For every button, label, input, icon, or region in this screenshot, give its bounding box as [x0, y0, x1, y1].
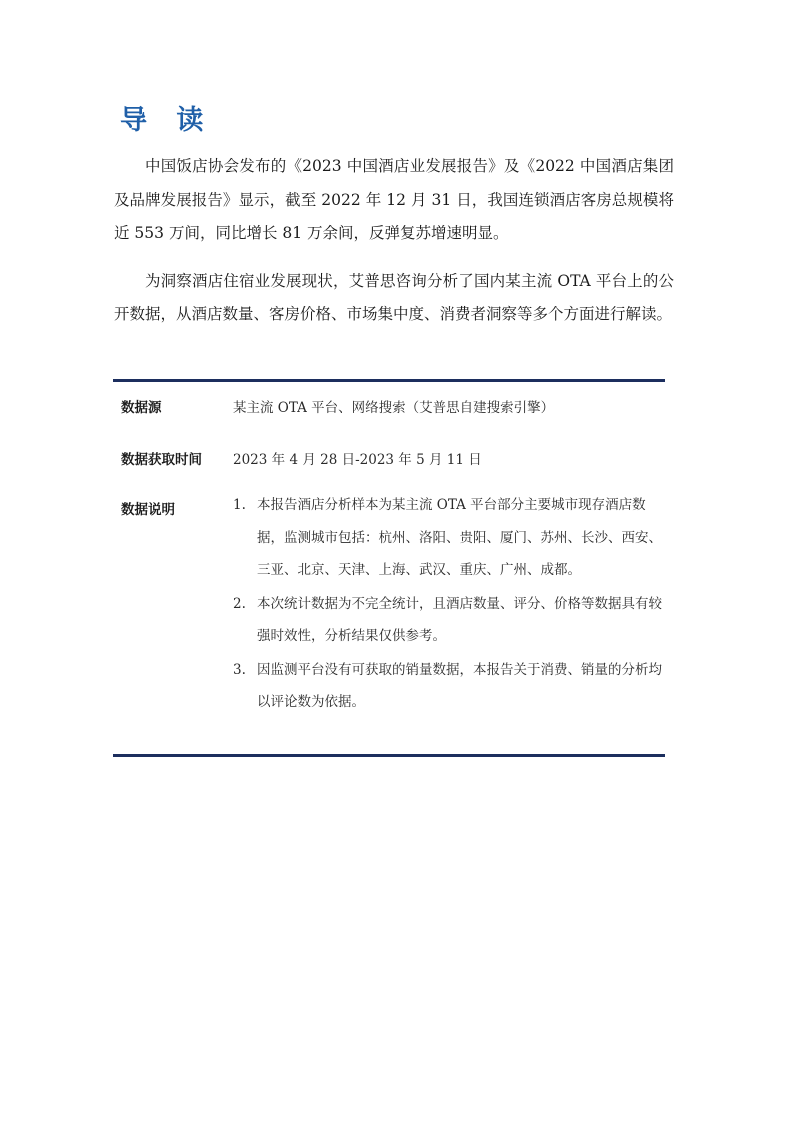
intro-paragraph: 中国饭店协会发布的《2023 中国酒店业发展报告》及《2022 中国酒店集团及品牌发展报告》显示，截至 2022 年 12 月 31 日，我国连锁酒店客房总规模将近 553 万间，同比增长 81 万余间，反弹复苏增速明显。: [114, 157, 674, 242]
bottom-divider: [113, 754, 665, 757]
data-time-value: 2023 年 4 月 28 日-2023 年 5 月 11 日: [233, 452, 482, 468]
data-notes-label: 数据说明: [121, 502, 175, 518]
page-title: 导 读: [120, 105, 214, 136]
intro-paragraph: 为洞察酒店住宿业发展现状，艾普思咨询分析了国内某主流 OTA 平台上的公开数据，从酒店数量、客房价格、市场集中度、消费者洞察等多个方面进行解读。: [114, 271, 674, 323]
list-item: [233, 654, 663, 719]
list-item: [233, 489, 663, 587]
list-item-number: 1.: [233, 497, 246, 513]
list-item-text: 本次统计数据为不完全统计，且酒店数量、评分、价格等数据具有较强时效性，分析结果仅供参考。: [257, 595, 662, 644]
list-item-number: 3.: [233, 661, 246, 678]
list-item-text: 因监测平台没有可获取的销量数据，本报告关于消费、销量的分析均以评论数为依据。: [257, 661, 662, 710]
data-time-label: 数据获取时间: [121, 452, 202, 468]
list-item-number: 2.: [233, 595, 246, 612]
data-source-value: 某主流 OTA 平台、网络搜索（艾普思自建搜索引擎）: [233, 400, 555, 416]
list-item: [233, 588, 663, 653]
list-item-text: 本报告酒店分析样本为某主流 OTA 平台部分主要城市现存酒店数据，监测城市包括：杭州、洛阳、贵阳、厦门、苏州、长沙、西安、三亚、北京、天津、上海、武汉、重庆、广州、成都。: [257, 497, 662, 578]
intro-section: [114, 150, 674, 346]
data-notes-list-wrap: [233, 489, 663, 720]
data-source-label: 数据源: [121, 400, 162, 416]
top-divider: [113, 379, 665, 382]
data-notes-list: [233, 489, 663, 719]
